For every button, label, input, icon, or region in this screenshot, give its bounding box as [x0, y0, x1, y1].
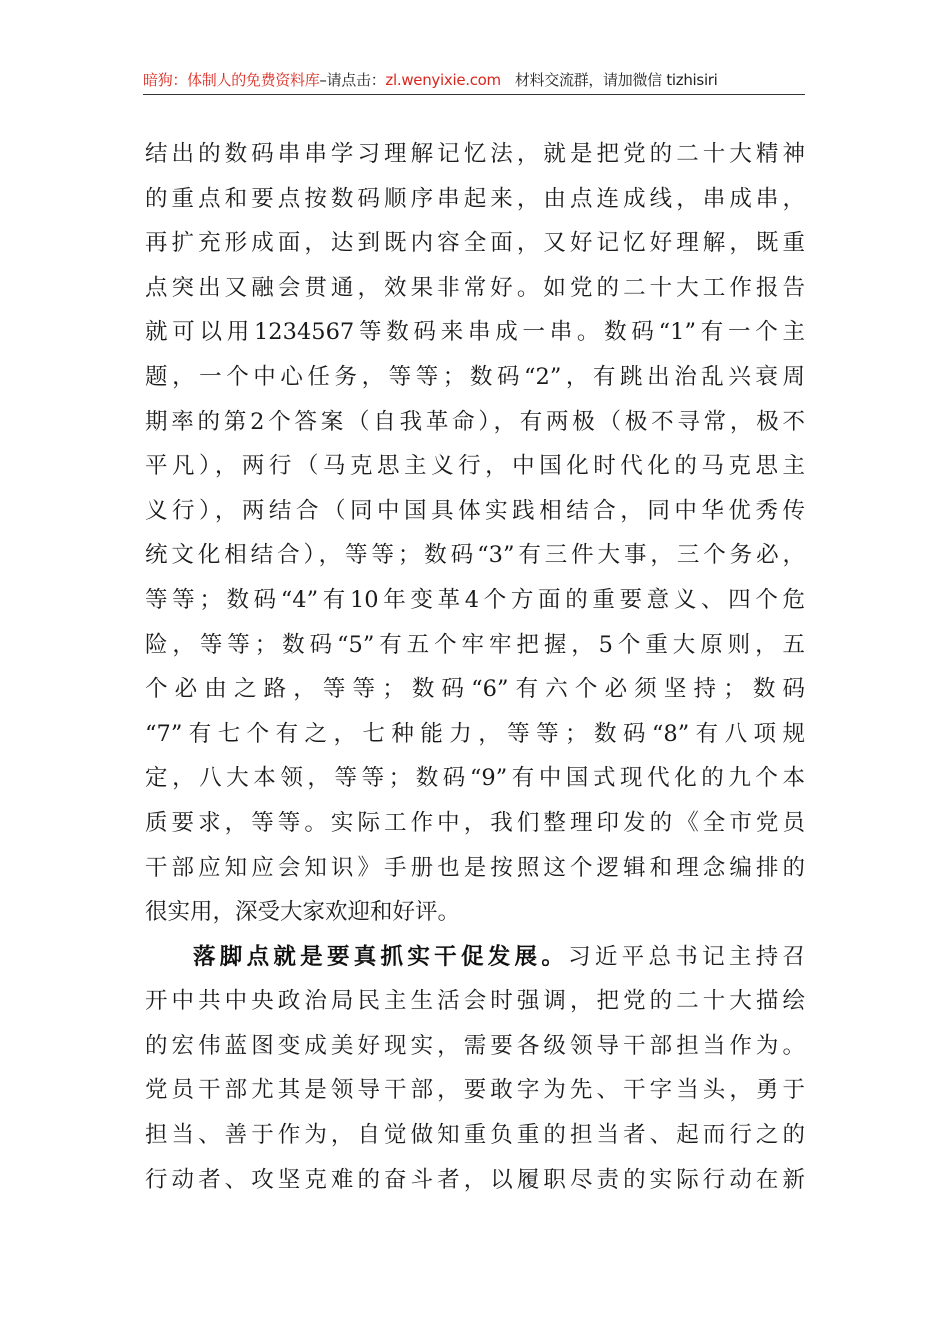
- text-line: 个必由之路，等等；数码“6”有六个必须坚持；数码: [145, 676, 805, 703]
- text-line: 质要求，等等。实际工作中，我们整理印发的《全市党员: [145, 809, 805, 836]
- text-line: 干部应知应会知识》手册也是按照这个逻辑和理念编排的: [145, 854, 805, 881]
- paragraph-2-first-line-text: 习近平总书记主持召: [568, 943, 805, 970]
- text-line: 开中共中央政治局民主生活会时强调，把党的二十大描绘: [145, 988, 805, 1015]
- header-contact: 材料交流群，请加微信 tizhisiri: [514, 71, 718, 89]
- text-line: 担当、善于作为，自觉做知重负重的担当者、起而行之的: [145, 1122, 805, 1149]
- text-line: 义行），两结合（同中国具体实践相结合，同中华优秀传: [145, 497, 805, 524]
- page-header: [143, 70, 805, 94]
- text-line: 行动者、攻坚克难的奋斗者，以履职尽责的实际行动在新: [145, 1166, 805, 1193]
- text-line: 定，八大本领，等等；数码“9”有中国式现代化的九个本: [145, 765, 805, 792]
- text-line: 就可以用1234567等数码来串成一串。数码“1”有一个主: [145, 319, 805, 346]
- document-body: [145, 132, 805, 1202]
- header-site-label: 暗狗：体制人的免费资料库: [143, 71, 320, 89]
- text-line: “7”有七个有之，七种能力，等等；数码“8”有八项规: [145, 720, 805, 747]
- header-url-link[interactable]: zl.wenyixie.com: [385, 71, 501, 89]
- paragraph-2-lead-heading: 落脚点就是要真抓实干促发展。: [193, 943, 569, 970]
- text-line: 题，一个中心任务，等等；数码“2”，有跳出治乱兴衰周: [145, 363, 805, 390]
- text-line: 结出的数码串串学习理解记忆法，就是把党的二十大精神: [145, 141, 805, 167]
- text-line: 的宏伟蓝图变成美好现实，需要各级领导干部担当作为。: [145, 1032, 805, 1059]
- paragraph-1: [145, 132, 805, 935]
- text-line: 点突出又融会贯通，效果非常好。如党的二十大工作报告: [145, 274, 805, 301]
- text-line: 党员干部尤其是领导干部，要敢字为先、干字当头，勇于: [145, 1077, 805, 1104]
- text-line: 的重点和要点按数码顺序串起来，由点连成线，串成串，: [145, 185, 805, 212]
- text-line: 再扩充形成面，达到既内容全面，又好记忆好理解，既重: [145, 230, 805, 257]
- text-line: 险，等等；数码“5”有五个牢牢把握，5个重大原则，五: [145, 631, 805, 658]
- text-line: 很实用，深受大家欢迎和好评。: [145, 899, 461, 926]
- text-line: 等等；数码“4”有10年变革4个方面的重要意义、四个危: [145, 586, 805, 613]
- text-line: 期率的第2个答案（自我革命），有两极（极不寻常，极不: [145, 408, 805, 435]
- text-line: 统文化相结合），等等；数码“3”有三件大事，三个务必，: [145, 542, 805, 569]
- header-divider: [143, 94, 805, 95]
- paragraph-2-first-line: [145, 935, 805, 980]
- text-line: 平凡），两行（马克思主义行，中国化时代化的马克思主: [145, 453, 805, 480]
- paragraph-2: [145, 935, 805, 1203]
- header-click-label: –请点击：: [319, 71, 386, 89]
